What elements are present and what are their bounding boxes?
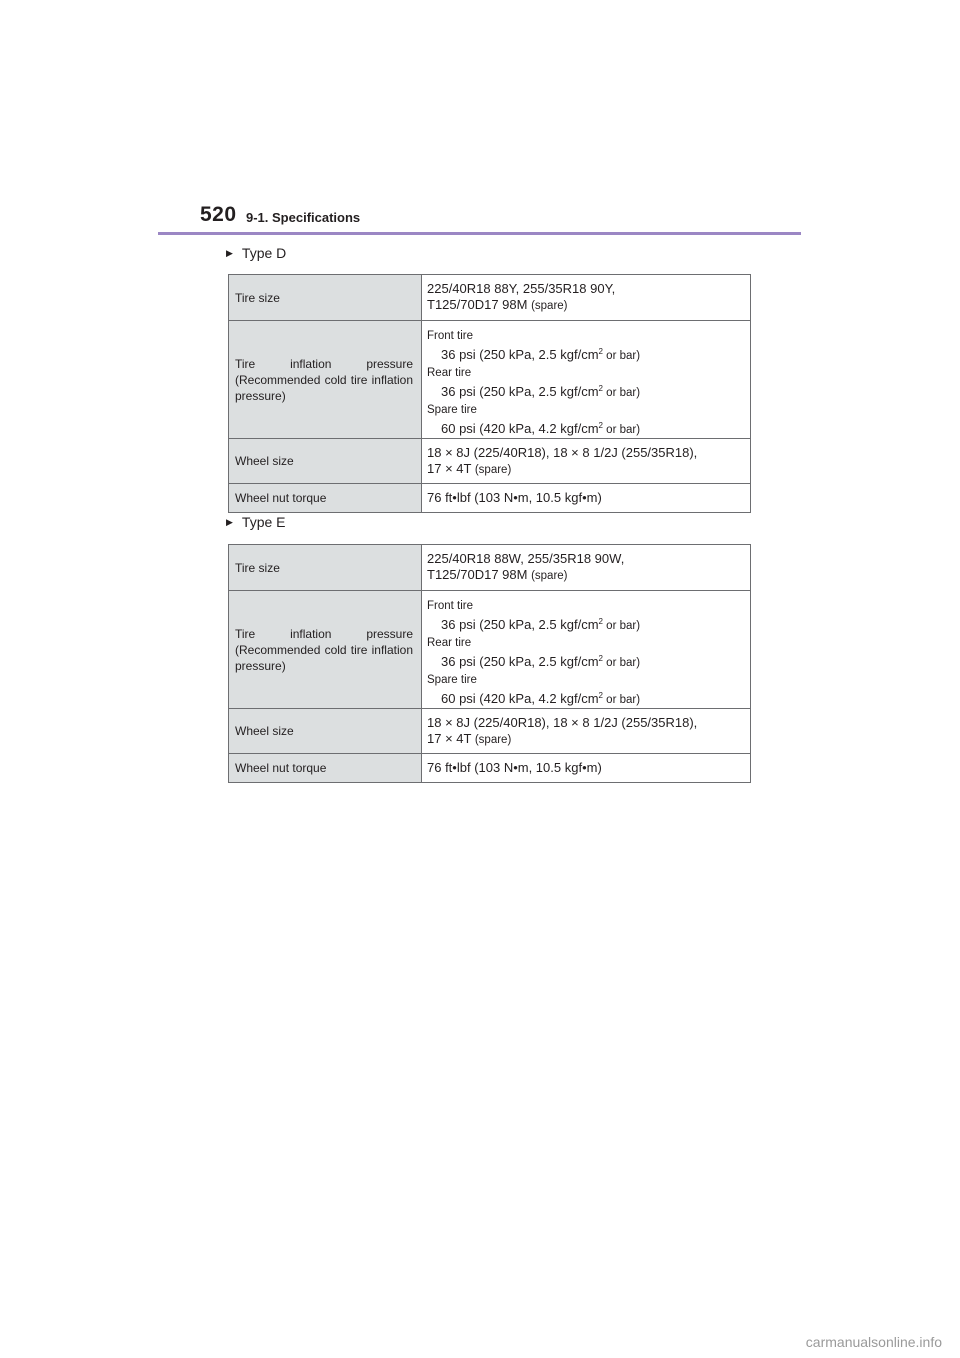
nut-torque-row: [229, 754, 751, 783]
wheel-size-value: [422, 439, 751, 484]
tire-size-spare-note: (spare): [531, 570, 568, 582]
nut-torque-row: [229, 484, 751, 513]
nut-torque-label: Wheel nut torque: [229, 484, 422, 513]
type-d-heading-text: Type D: [241, 245, 287, 261]
nut-torque-label: Wheel nut torque: [229, 754, 422, 783]
spare-tire-pressure: 60 psi (420 kPa, 4.2 kgf/cm: [441, 691, 599, 706]
rear-tire-unit: or bar): [602, 387, 641, 399]
front-tire-label: Front tire: [427, 600, 474, 612]
wheel-size-row: [229, 439, 751, 484]
wheel-size-value: [422, 709, 751, 754]
tire-size-value: [422, 545, 751, 591]
wheel-size-spare-note: (spare): [474, 734, 512, 746]
tire-size-line1: 225/40R18 88W, 255/35R18 90W,: [427, 551, 625, 566]
rear-tire-value: [427, 651, 750, 671]
tire-size-line2: T125/70D17 98M: [427, 297, 528, 312]
section-title: 9-1. Specifications: [246, 210, 361, 225]
inflation-label: Tire inflation pressure (Recommended cold tire inflation pressure): [229, 591, 422, 709]
front-tire-exponent: 2: [598, 617, 603, 626]
inflation-row: [229, 321, 751, 439]
type-e-spec-table: [228, 544, 751, 783]
front-tire-label: Front tire: [427, 330, 474, 342]
rear-tire-label: Rear tire: [427, 637, 472, 649]
tire-size-line1: 225/40R18 88Y, 255/35R18 90Y,: [427, 281, 616, 296]
rear-tire-exponent: 2: [598, 384, 603, 393]
rear-tire-unit: or bar): [602, 657, 641, 669]
spare-tire-value: [427, 418, 750, 438]
type-e-heading-text: Type E: [241, 514, 286, 530]
front-tire-value: [427, 614, 750, 634]
wheel-size-row: [229, 709, 751, 754]
tire-size-row: [229, 275, 751, 321]
wheel-size-line2: 17 × 4T: [427, 731, 472, 746]
triangle-right-icon: ▶: [226, 247, 233, 258]
spare-tire-exponent: 2: [598, 421, 603, 430]
tire-size-spare-note: (spare): [531, 300, 568, 312]
watermark[interactable]: carmanualsonline.info: [805, 1334, 942, 1350]
front-tire-pressure: 36 psi (250 kPa, 2.5 kgf/cm: [441, 617, 599, 632]
front-tire-value: [427, 344, 750, 364]
front-tire-unit: or bar): [602, 350, 641, 362]
spare-tire-value: [427, 688, 750, 708]
tire-size-label: Tire size: [229, 545, 422, 591]
wheel-size-label: Wheel size: [229, 439, 422, 484]
rear-tire-pressure: 36 psi (250 kPa, 2.5 kgf/cm: [441, 654, 599, 669]
rear-tire-value: [427, 381, 750, 401]
front-tire-unit: or bar): [602, 620, 641, 632]
spare-tire-label: Spare tire: [427, 674, 477, 686]
spare-tire-unit: or bar): [602, 424, 641, 436]
type-e-heading: [226, 514, 286, 530]
wheel-size-line1: 18 × 8J (225/40R18), 18 × 8 1/2J (255/35R18),: [427, 445, 698, 460]
inflation-value: [422, 321, 751, 439]
inflation-value: [422, 591, 751, 709]
front-tire-pressure: 36 psi (250 kPa, 2.5 kgf/cm: [441, 347, 599, 362]
rear-tire-pressure: 36 psi (250 kPa, 2.5 kgf/cm: [441, 384, 599, 399]
inflation-row: [229, 591, 751, 709]
type-d-heading: [226, 245, 286, 261]
tire-size-value: [422, 275, 751, 321]
wheel-size-line1: 18 × 8J (225/40R18), 18 × 8 1/2J (255/35R18),: [427, 715, 698, 730]
wheel-size-spare-note: (spare): [474, 464, 512, 476]
rear-tire-label: Rear tire: [427, 367, 472, 379]
page-number: 520: [200, 203, 237, 226]
triangle-right-icon: ▶: [226, 516, 233, 527]
rear-tire-exponent: 2: [598, 654, 603, 663]
nut-torque-value: 76 ft•lbf (103 N•m, 10.5 kgf•m): [422, 754, 751, 783]
spare-tire-pressure: 60 psi (420 kPa, 4.2 kgf/cm: [441, 421, 599, 436]
wheel-size-label: Wheel size: [229, 709, 422, 754]
tire-size-row: [229, 545, 751, 591]
wheel-size-line2: 17 × 4T: [427, 461, 472, 476]
inflation-label: Tire inflation pressure (Recommended cold tire inflation pressure): [229, 321, 422, 439]
type-d-spec-table: [228, 274, 751, 513]
front-tire-exponent: 2: [598, 347, 603, 356]
tire-size-label: Tire size: [229, 275, 422, 321]
spare-tire-label: Spare tire: [427, 404, 477, 416]
header-divider: [158, 232, 801, 235]
spare-tire-exponent: 2: [598, 691, 603, 700]
spare-tire-unit: or bar): [602, 694, 641, 706]
nut-torque-value: 76 ft•lbf (103 N•m, 10.5 kgf•m): [422, 484, 751, 513]
tire-size-line2: T125/70D17 98M: [427, 567, 528, 582]
